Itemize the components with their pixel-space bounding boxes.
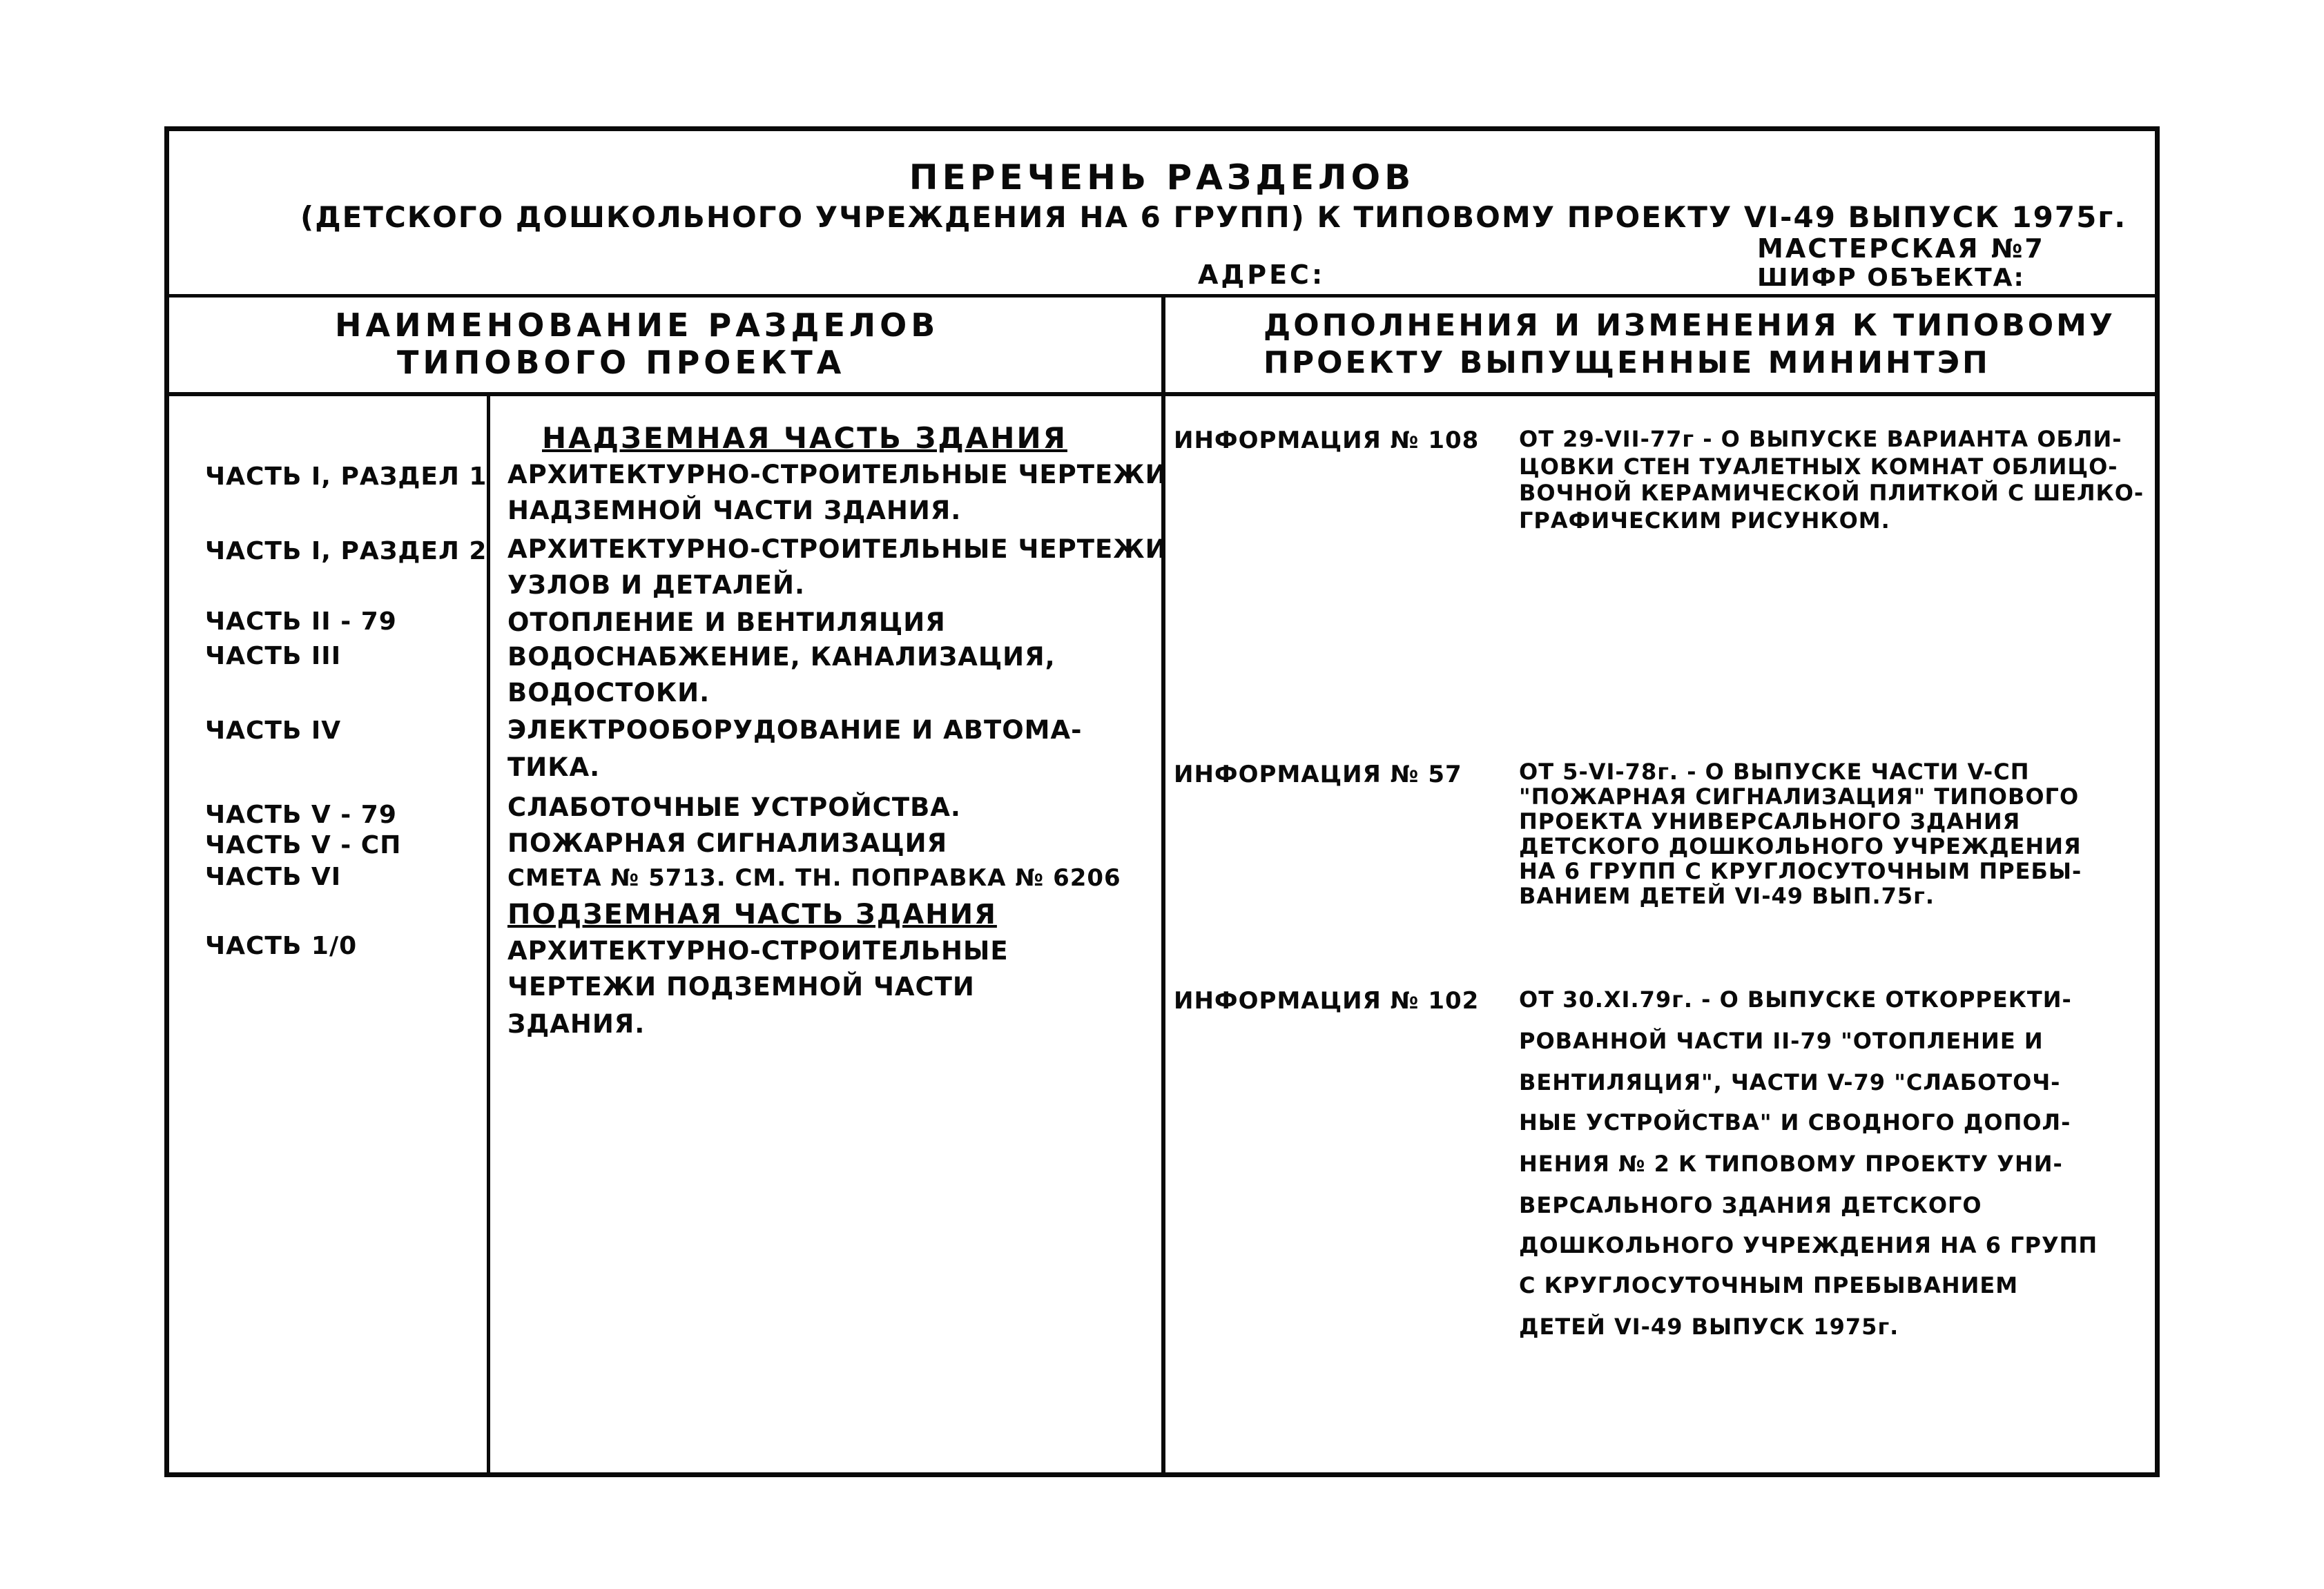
right-column-header-line1: ДОПОЛНЕНИЯ И ИЗМЕНЕНИЯ К ТИПОВОМУ (1263, 308, 2115, 343)
information-line: ОТ 30.XI.79г. - О ВЫПУСКЕ ОТКОРРЕКТИ- (1519, 986, 2072, 1013)
information-line: ЦОВКИ СТЕН ТУАЛЕТНЫХ КОМНАТ ОБЛИЦО- (1519, 454, 2118, 480)
section-line: ЧЕРТЕЖИ ПОДЗЕМНОЙ ЧАСТИ (507, 972, 975, 1002)
information-line: ВАНИЕМ ДЕТЕЙ VI-49 ВЫП.75г. (1519, 883, 1935, 909)
part-label: ЧАСТЬ IV (205, 716, 342, 745)
information-line: ВЕНТИЛЯЦИЯ", ЧАСТИ V-79 "СЛАБОТОЧ- (1519, 1069, 2061, 1095)
section-line: СМЕТА № 5713. СМ. ТН. ПОПРАВКА № 6206 (507, 864, 1121, 892)
information-line: ОТ 29-VII-77г - О ВЫПУСКЕ ВАРИАНТА ОБЛИ- (1519, 426, 2122, 452)
section-line: ТИКА. (507, 752, 601, 782)
section-line: ОТОПЛЕНИЕ И ВЕНТИЛЯЦИЯ (507, 607, 946, 637)
parts-column-divider (487, 392, 490, 1472)
right-column-header-line2: ПРОЕКТУ ВЫПУЩЕННЫЕ МИНИНТЭП (1263, 345, 1991, 380)
information-line: РОВАННОЙ ЧАСТИ II-79 "ОТОПЛЕНИЕ И (1519, 1028, 2044, 1054)
information-line: ВЕРСАЛЬНОГО ЗДАНИЯ ДЕТСКОГО (1519, 1192, 1982, 1218)
part-label: ЧАСТЬ I, РАЗДЕЛ 2 (205, 537, 487, 565)
part-label: ЧАСТЬ VI (205, 863, 342, 891)
section-heading-underground: ПОДЗЕМНАЯ ЧАСТЬ ЗДАНИЯ (507, 899, 997, 930)
information-line: ВОЧНОЙ КЕРАМИЧЕСКОЙ ПЛИТКОЙ С ШЕЛКО- (1519, 480, 2144, 506)
information-line: ПРОЕКТА УНИВЕРСАЛЬНОГО ЗДАНИЯ (1519, 808, 2021, 835)
part-label: ЧАСТЬ V - СП (205, 831, 402, 859)
section-line: УЗЛОВ И ДЕТАЛЕЙ. (507, 570, 806, 600)
information-label: ИНФОРМАЦИЯ № 102 (1174, 987, 1480, 1015)
information-line: ОТ 5-VI-78г. - О ВЫПУСКЕ ЧАСТИ V-СП (1519, 759, 2030, 785)
section-line: ЭЛЕКТРООБОРУДОВАНИЕ И АВТОМА- (507, 715, 1083, 745)
section-line: АРХИТЕКТУРНО-СТРОИТЕЛЬНЫЕ (507, 936, 1009, 966)
section-line: ПОЖАРНАЯ СИГНАЛИЗАЦИЯ (507, 828, 948, 858)
section-line: АРХИТЕКТУРНО-СТРОИТЕЛЬНЫЕ ЧЕРТЕЖИ (507, 460, 1168, 489)
part-label: ЧАСТЬ II - 79 (205, 607, 397, 636)
section-line: ЗДАНИЯ. (507, 1009, 646, 1039)
information-line: "ПОЖАРНАЯ СИГНАЛИЗАЦИЯ" ТИПОВОГО (1519, 783, 2080, 810)
page-subtitle: (ДЕТСКОГО ДОШКОЛЬНОГО УЧРЕЖДЕНИЯ НА 6 ГРУПП) К ТИПОВОМУ ПРОЕКТУ VI-49 ВЫПУСК 1975г. (300, 200, 2127, 234)
part-label: ЧАСТЬ V - 79 (205, 801, 397, 829)
information-line: ГРАФИЧЕСКИМ РИСУНКОМ. (1519, 507, 1890, 534)
information-line: ДЕТСКОГО ДОШКОЛЬНОГО УЧРЕЖДЕНИЯ (1519, 833, 2082, 859)
information-line: ДЕТЕЙ VI-49 ВЫПУСК 1975г. (1519, 1314, 1899, 1340)
part-label: ЧАСТЬ I, РАЗДЕЛ 1 (205, 462, 487, 491)
left-column-header-line1: НАИМЕНОВАНИЕ РАЗДЕЛОВ (335, 306, 940, 344)
address-label: АДРЕС: (1198, 260, 1326, 290)
workshop-label: МАСТЕРСКАЯ №7 (1757, 233, 2045, 264)
information-line: НЫЕ УСТРОЙСТВА" И СВОДНОГО ДОПОЛ- (1519, 1109, 2071, 1135)
section-heading-aboveground: НАДЗЕМНАЯ ЧАСТЬ ЗДАНИЯ (542, 421, 1067, 455)
information-line: С КРУГЛОСУТОЧНЫМ ПРЕБЫВАНИЕМ (1519, 1272, 2019, 1298)
information-label: ИНФОРМАЦИЯ № 108 (1174, 427, 1480, 454)
information-line: ДОШКОЛЬНОГО УЧРЕЖДЕНИЯ НА 6 ГРУПП (1519, 1232, 2098, 1258)
section-line: ВОДОСНАБЖЕНИЕ, КАНАЛИЗАЦИЯ, (507, 642, 1056, 672)
information-line: НЕНИЯ № 2 К ТИПОВОМУ ПРОЕКТУ УНИ- (1519, 1151, 2063, 1177)
information-label: ИНФОРМАЦИЯ № 57 (1174, 761, 1462, 788)
section-line: ВОДОСТОКИ. (507, 678, 710, 708)
left-column-header-line2: ТИПОВОГО ПРОЕКТА (397, 344, 846, 381)
part-label: ЧАСТЬ III (205, 642, 342, 670)
part-label: ЧАСТЬ 1/0 (205, 932, 358, 960)
document-sheet (164, 126, 2160, 1477)
object-code-label: ШИФР ОБЪЕКТА: (1757, 264, 2025, 292)
page-title: ПЕРЕЧЕНЬ РАЗДЕЛОВ (909, 157, 1415, 197)
section-line: СЛАБОТОЧНЫЕ УСТРОЙСТВА. (507, 792, 961, 822)
information-line: НА 6 ГРУПП С КРУГЛОСУТОЧНЫМ ПРЕБЫ- (1519, 858, 2082, 884)
section-line: НАДЗЕМНОЙ ЧАСТИ ЗДАНИЯ. (507, 496, 962, 525)
section-line: АРХИТЕКТУРНО-СТРОИТЕЛЬНЫЕ ЧЕРТЕЖИ (507, 534, 1168, 564)
